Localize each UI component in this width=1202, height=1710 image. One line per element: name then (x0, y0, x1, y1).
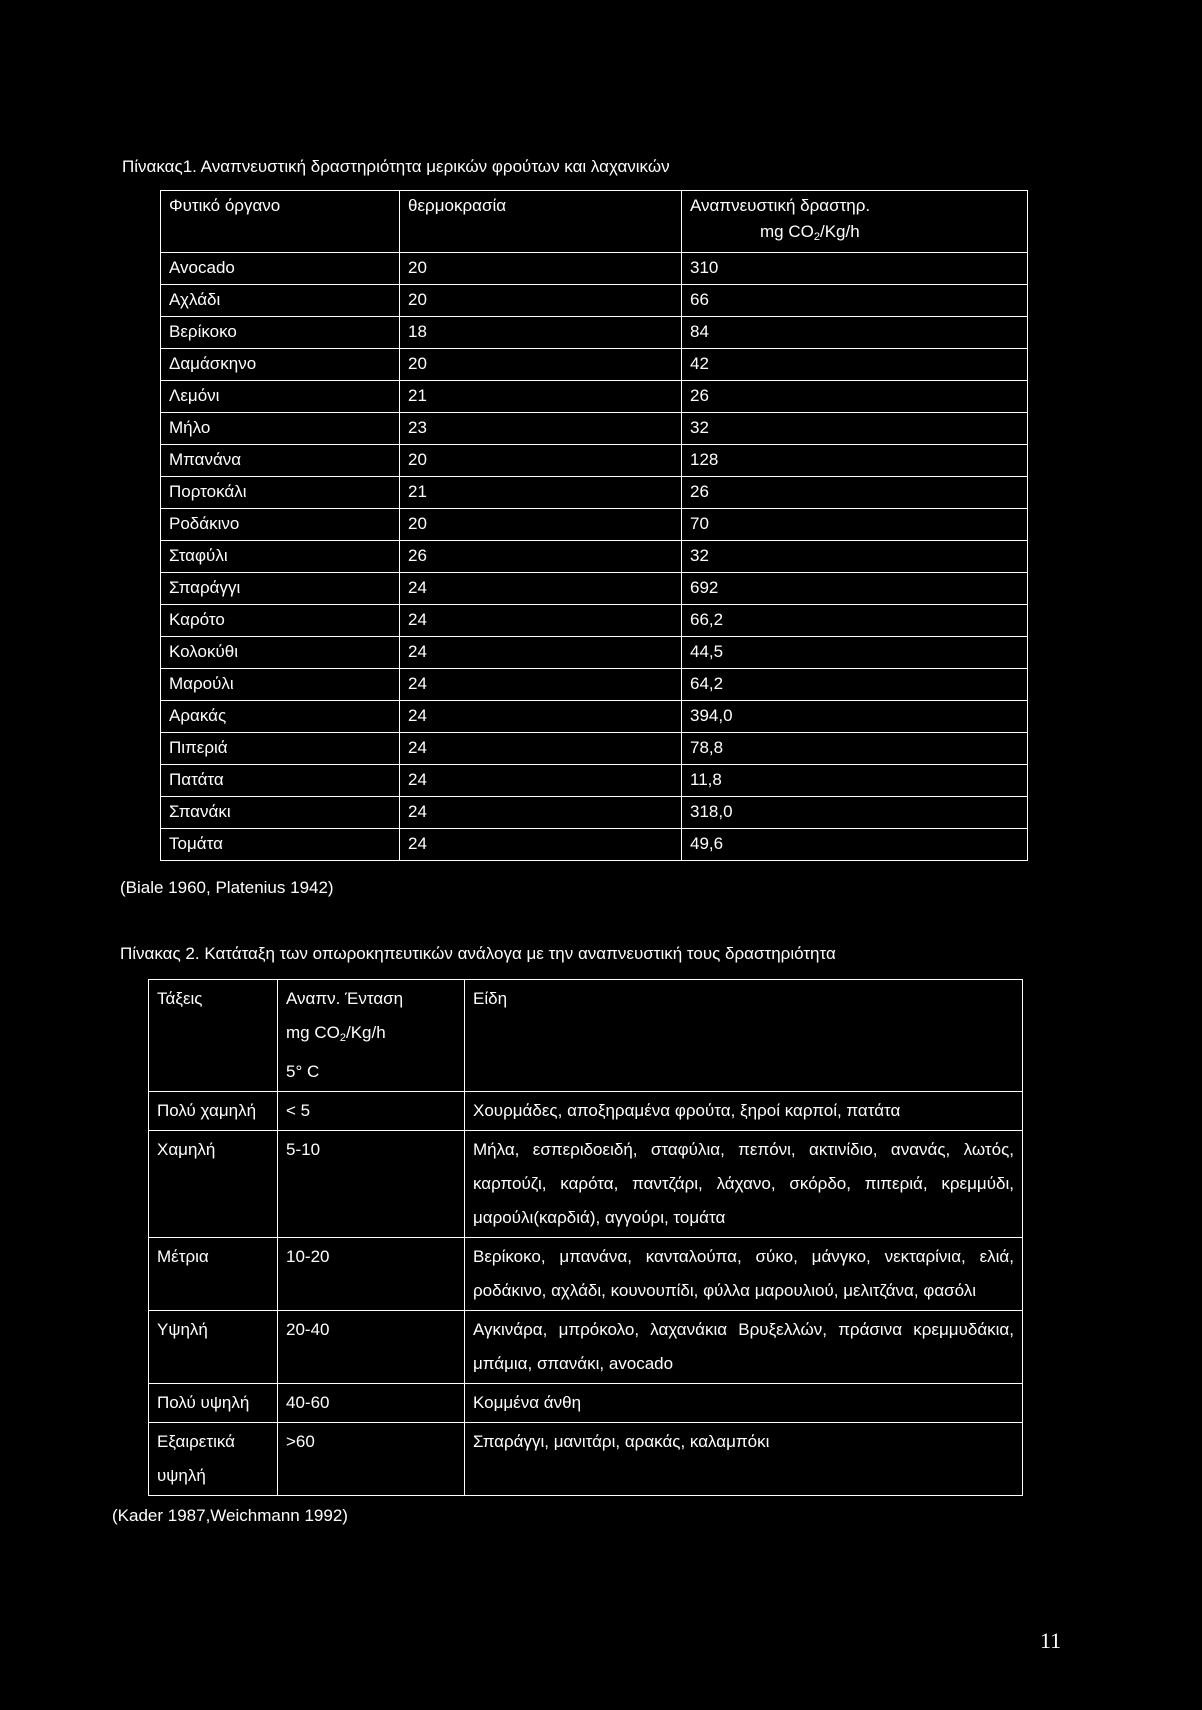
temperature-cell: 24 (400, 701, 682, 733)
organ-cell: Βερίκοκο (161, 317, 400, 349)
table1-source: (Biale 1960, Platenius 1942) (120, 878, 334, 897)
table2-source: (Kader 1987,Weichmann 1992) (112, 1506, 348, 1525)
table-row (161, 253, 1028, 285)
table-row (161, 669, 1028, 701)
intensity-cell: >60 (278, 1423, 465, 1496)
table-row (149, 1423, 1023, 1496)
temperature-cell: 24 (400, 605, 682, 637)
class-cell: Πολύ υψηλή (149, 1384, 278, 1423)
table-row (161, 733, 1028, 765)
temperature-cell: 20 (400, 445, 682, 477)
header-intensity-temp: 5° C (286, 1062, 320, 1081)
species-cell: Χουρμάδες, αποξηραμένα φρούτα, ξηροί καρποί, πατάτα (465, 1092, 1023, 1131)
header-temperature: θερμοκρασία (400, 191, 682, 253)
organ-cell: Μπανάνα (161, 445, 400, 477)
header-organ: Φυτικό όργανο (161, 191, 400, 253)
respiration-cell: 49,6 (682, 829, 1028, 861)
organ-cell: Τομάτα (161, 829, 400, 861)
table-row (161, 605, 1028, 637)
temperature-cell: 24 (400, 733, 682, 765)
table1-body (161, 253, 1028, 861)
header-classes: Τάξεις (149, 980, 278, 1092)
class-cell: Εξαιρετικά υψηλή (149, 1423, 278, 1496)
temperature-cell: 20 (400, 349, 682, 381)
intensity-cell: 10-20 (278, 1238, 465, 1311)
classification-table (148, 979, 1023, 1496)
respiration-cell: 26 (682, 477, 1028, 509)
class-cell: Πολύ χαμηλή (149, 1092, 278, 1131)
table-row (161, 797, 1028, 829)
respiration-cell: 66,2 (682, 605, 1028, 637)
organ-cell: Σταφύλι (161, 541, 400, 573)
temperature-cell: 24 (400, 797, 682, 829)
respiration-cell: 394,0 (682, 701, 1028, 733)
temperature-cell: 24 (400, 765, 682, 797)
header-intensity (278, 980, 465, 1092)
organ-cell: Κολοκύθι (161, 637, 400, 669)
temperature-cell: 26 (400, 541, 682, 573)
temperature-cell: 23 (400, 413, 682, 445)
class-cell: Υψηλή (149, 1311, 278, 1384)
organ-cell: Πατάτα (161, 765, 400, 797)
species-cell: Μήλα, εσπεριδοειδή, σταφύλια, πεπόνι, ακτινίδιο, ανανάς, λωτός, καρπούζι, καρότα, παντζάρι, λάχανο, σκόρδο, πιπεριά, κρεμμύδι, μαρούλι(καρδιά), αγγούρι, τομάτα (465, 1131, 1023, 1238)
header-intensity-unit: mg $CO_2/Kg/h$ (286, 1023, 386, 1044)
organ-cell: Σπαράγγι (161, 573, 400, 605)
table-row (161, 829, 1028, 861)
temperature-cell: 20 (400, 253, 682, 285)
table2-caption: Πίνακας 2. Κατάταξη των οπωροκηπευτικών ανάλογα με την αναπνευστική τους δραστηριότητα (120, 944, 836, 963)
respiration-cell: 26 (682, 381, 1028, 413)
organ-cell: Δαμάσκηνο (161, 349, 400, 381)
table-row (149, 1384, 1023, 1423)
table-row (149, 1238, 1023, 1311)
header-species: Είδη (465, 980, 1023, 1092)
temperature-cell: 24 (400, 637, 682, 669)
table-row (161, 477, 1028, 509)
respiration-table (160, 190, 1028, 861)
intensity-cell: 20-40 (278, 1311, 465, 1384)
table-row (161, 413, 1028, 445)
page-number: 11 (1040, 1628, 1062, 1653)
intensity-cell: < 5 (278, 1092, 465, 1131)
table-row (149, 1092, 1023, 1131)
respiration-cell: 128 (682, 445, 1028, 477)
organ-cell: Μήλο (161, 413, 400, 445)
species-cell: Σπαράγγι, μανιτάρι, αρακάς, καλαμπόκι (465, 1423, 1023, 1496)
intensity-cell: 5-10 (278, 1131, 465, 1238)
table1-caption: Πίνακας1. Αναπνευστική δραστηριότητα μερικών φρούτων και λαχανικών (122, 157, 670, 176)
table2-body (149, 1092, 1023, 1496)
class-cell: Μέτρια (149, 1238, 278, 1311)
table-row (161, 541, 1028, 573)
table-row (161, 381, 1028, 413)
temperature-cell: 20 (400, 509, 682, 541)
species-cell: Αγκινάρα, μπρόκολο, λαχανάκια Βρυξελλών, πράσινα κρεμμυδάκια, μπάμια, σπανάκι, avocado (465, 1311, 1023, 1384)
header-respiration-unit: mg $CO_2/Kg/h$ (760, 222, 860, 243)
respiration-cell: 44,5 (682, 637, 1028, 669)
table-row (161, 701, 1028, 733)
organ-cell: Πιπεριά (161, 733, 400, 765)
table-row (149, 1131, 1023, 1238)
table-row (161, 317, 1028, 349)
organ-cell: Avocado (161, 253, 400, 285)
respiration-cell: 32 (682, 413, 1028, 445)
table-row (161, 349, 1028, 381)
respiration-cell: 318,0 (682, 797, 1028, 829)
species-cell: Βερίκοκο, μπανάνα, κανταλούπα, σύκο, μάνγκο, νεκταρίνια, ελιά, ροδάκινο, αχλάδι, κουνουπίδι, φύλλα μαρουλιού, μελιτζάνα, φασόλι (465, 1238, 1023, 1311)
organ-cell: Αρακάς (161, 701, 400, 733)
organ-cell: Καρότο (161, 605, 400, 637)
respiration-cell: 84 (682, 317, 1028, 349)
organ-cell: Σπανάκι (161, 797, 400, 829)
respiration-cell: 78,8 (682, 733, 1028, 765)
organ-cell: Αχλάδι (161, 285, 400, 317)
table-row (161, 637, 1028, 669)
respiration-cell: 692 (682, 573, 1028, 605)
table-header-row (161, 191, 1028, 253)
species-cell: Κομμένα άνθη (465, 1384, 1023, 1423)
organ-cell: Λεμόνι (161, 381, 400, 413)
temperature-cell: 24 (400, 829, 682, 861)
temperature-cell: 21 (400, 381, 682, 413)
temperature-cell: 20 (400, 285, 682, 317)
table-row (149, 1311, 1023, 1384)
table-row (161, 509, 1028, 541)
organ-cell: Πορτοκάλι (161, 477, 400, 509)
temperature-cell: 24 (400, 573, 682, 605)
respiration-cell: 64,2 (682, 669, 1028, 701)
temperature-cell: 21 (400, 477, 682, 509)
respiration-cell: 66 (682, 285, 1028, 317)
respiration-cell: 11,8 (682, 765, 1028, 797)
header-respiration-label: Αναπνευστική δραστηρ. (690, 196, 871, 215)
respiration-cell: 310 (682, 253, 1028, 285)
table-row (161, 285, 1028, 317)
respiration-cell: 32 (682, 541, 1028, 573)
table-row (161, 573, 1028, 605)
temperature-cell: 18 (400, 317, 682, 349)
organ-cell: Μαρούλι (161, 669, 400, 701)
respiration-cell: 42 (682, 349, 1028, 381)
organ-cell: Ροδάκινο (161, 509, 400, 541)
table-row (161, 765, 1028, 797)
header-respiration (682, 191, 1028, 253)
temperature-cell: 24 (400, 669, 682, 701)
table-row (161, 445, 1028, 477)
table-header-row (149, 980, 1023, 1092)
class-cell: Χαμηλή (149, 1131, 278, 1238)
respiration-cell: 70 (682, 509, 1028, 541)
intensity-cell: 40-60 (278, 1384, 465, 1423)
header-intensity-label: Αναπν. Ένταση (286, 989, 404, 1008)
